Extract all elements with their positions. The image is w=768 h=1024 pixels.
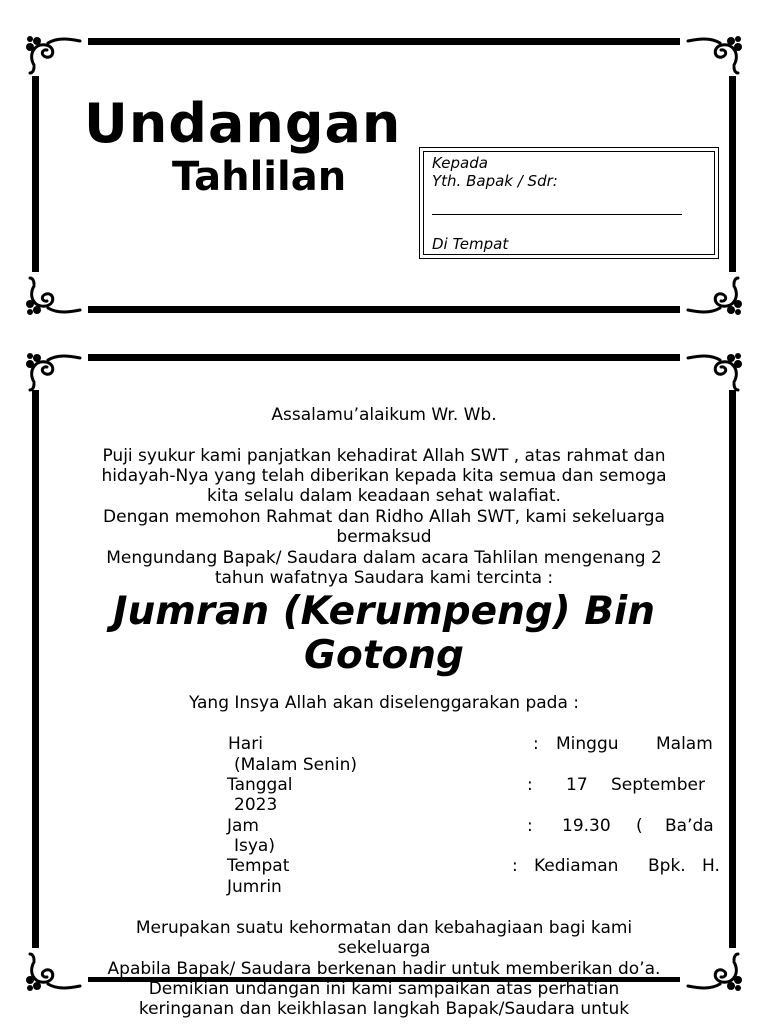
detail-colon: : [512, 856, 518, 876]
closing-line: Merupakan suatu kehormatan dan kebahagiaan bagi kami [135, 918, 633, 938]
corner-ornament-icon [680, 276, 744, 316]
address-name-line [432, 214, 682, 215]
detail-value-tanggal: 17 [566, 775, 588, 795]
intro-line: Mengundang Bapak/ Saudara dalam acara Tahlilan mengenang 2 [106, 548, 662, 568]
deceased-name: Jumran (Kerumpeng) Bin [112, 589, 656, 634]
top-card-border-right [729, 76, 736, 272]
intro-line: Puji syukur kami panjatkan kehadirat Allah SWT , atas rahmat dan [102, 446, 666, 466]
intro-line: Dengan memohon Rahmat dan Ridho Allah SWT, kami sekeluarga [103, 507, 665, 527]
address-place: Di Tempat [432, 235, 509, 253]
detail-label-jam: Jam [227, 816, 259, 836]
intro-line: tahun wafatnya Saudara kami tercinta : [214, 568, 554, 588]
top-card-border-bottom [88, 306, 680, 313]
body-card-border-right [729, 390, 736, 948]
intro-line: hidayah-Nya yang telah diberikan kepada kita semua dan semoga [101, 466, 667, 486]
address-box [419, 147, 719, 259]
detail-value-tempat: Kediaman [534, 856, 619, 876]
detail-value-hari-cont: (Malam Senin) [234, 755, 357, 775]
detail-colon: : [533, 734, 539, 754]
intro-line: bermaksud [336, 527, 432, 547]
detail-value-jam: Ba’da [665, 816, 714, 836]
top-card-border-top [88, 38, 680, 45]
detail-label-tempat: Tempat [227, 856, 290, 876]
detail-colon: : [527, 816, 533, 836]
body-card-border-left [32, 390, 39, 948]
detail-value-jam-cont: Isya) [234, 836, 275, 856]
address-to: Kepada [432, 154, 488, 172]
detail-value-tanggal: September [611, 775, 705, 795]
deceased-name: Gotong [304, 633, 464, 678]
closing-line: Apabila Bapak/ Saudara berkenan hadir untuk memberikan do’a. [107, 959, 661, 979]
detail-value-tempat-cont: Jumrin [227, 877, 282, 897]
invitation-title: Undangan [84, 92, 402, 155]
detail-label-tanggal: Tanggal [227, 775, 293, 795]
corner-ornament-icon [24, 352, 88, 392]
detail-value-hari: Malam [656, 734, 713, 754]
detail-value-tempat: Bpk. [648, 856, 686, 876]
schedule-intro: Yang Insya Allah akan diselenggarakan pada : [188, 693, 580, 713]
corner-ornament-icon [680, 35, 744, 75]
closing-line: keringanan dan keikhlasan langkah Bapak/Saudara untuk [138, 999, 630, 1019]
detail-value-hari: Minggu [556, 734, 619, 754]
corner-ornament-icon [24, 35, 88, 75]
invitation-subtitle: Tahlilan [172, 154, 347, 200]
detail-colon: : [527, 775, 533, 795]
address-recipient: Yth. Bapak / Sdr: [432, 172, 558, 190]
closing-line: sekeluarga [337, 938, 431, 958]
intro-line: kita selalu dalam keadaan sehat walafiat. [207, 486, 561, 506]
detail-value-tempat: H. [702, 856, 720, 876]
body-card-border-top [88, 354, 680, 361]
detail-label-hari: Hari [228, 734, 263, 754]
detail-value-jam: 19.30 [562, 816, 611, 836]
greeting: Assalamu’alaikum Wr. Wb. [271, 405, 497, 425]
corner-ornament-icon [680, 352, 744, 392]
corner-ornament-icon [24, 276, 88, 316]
detail-value-tanggal-cont: 2023 [234, 795, 278, 815]
closing-line: Demikian undangan ini kami sampaikan atas perhatian [148, 979, 620, 999]
top-card-border-left [32, 76, 39, 272]
detail-value-jam: ( [636, 816, 643, 836]
